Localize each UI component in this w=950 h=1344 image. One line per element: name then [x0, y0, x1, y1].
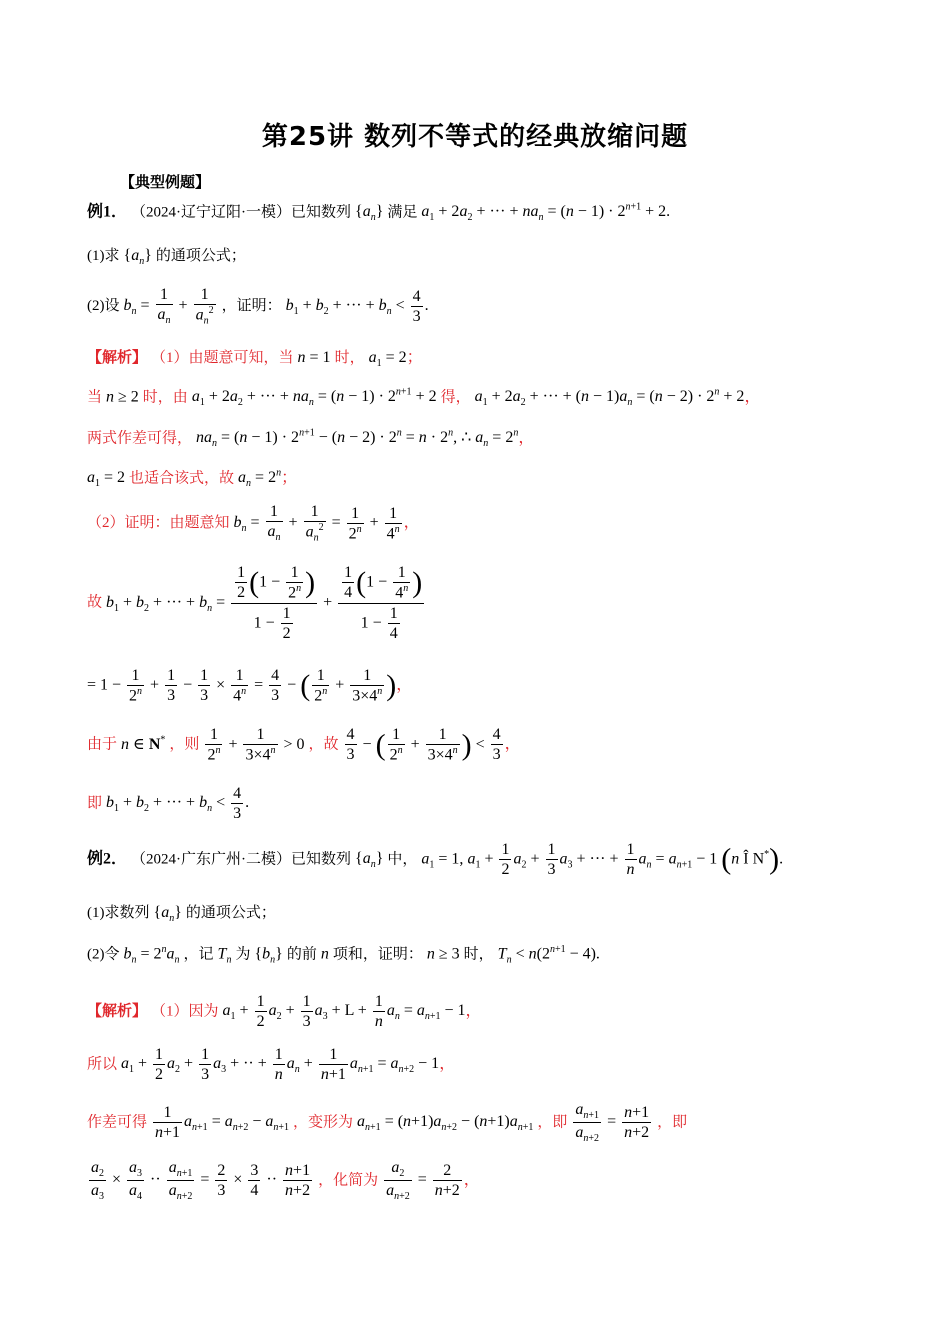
ex1-sol3: 两式作差可得， $na_n = (n - 1) \cdot 2^{n+1} - (n - 2) \cdot 2^n = n \cdot 2^n$, ∴ $a_n = 2^n$，: [87, 428, 535, 450]
ex1-sol2-c: 得，: [440, 389, 471, 406]
ex1-sol2-a: 当: [87, 389, 103, 406]
ex2-sol3-c: ，即: [537, 1114, 568, 1131]
ex2-q2-d: 的前: [286, 946, 317, 963]
ex2-sol-tag: 【解析】: [87, 1003, 148, 1020]
ex1-sol8-a: 由于: [87, 736, 118, 753]
ex1-sol4: $a_1 = 2$ 也适合该式，故 $a_n = 2^n$；: [87, 468, 298, 490]
ex1-q1: (1)求 $\{a_n\}$ 的通项公式；: [87, 247, 246, 268]
ex2-source: （2024·广东广州·二模）已知数列: [131, 851, 352, 868]
ex2-q2-c: 为: [235, 946, 251, 963]
ex2-q2-text: (2)令: [87, 946, 120, 963]
ex1-source: （2024·辽宁辽阳·一模）已知数列: [131, 204, 352, 221]
ex2-q1-tail: 的通项公式；: [185, 905, 276, 921]
ex1-sol-tag: 【解析】: [87, 350, 148, 366]
ex1-label: 例1．: [87, 203, 128, 221]
ex2-sol3-b: ，变形为: [293, 1114, 354, 1131]
ex1-sol3-text: 两式作差可得，: [87, 430, 193, 447]
ex1-sol8-b: ，则: [169, 736, 200, 753]
ex1-sol6: 故 $b_1 + b_2$ + ··· + $b_n$ = $\frac{1}{2}$ (1 − $\frac{1}{2^n}$ ) 1 − $\frac{1}{2}$ + $\frac{1}{4}$ (1 − $\frac{1}{4^n}$ ) 1 − $\frac{1}{4}$: [87, 564, 423, 642]
ex1-sol1-text: （1）由题意可知，当: [151, 350, 294, 366]
ex1-q2-mid: ，证明：: [221, 298, 282, 315]
ex1-sol1-b: 时，: [334, 350, 365, 366]
ex2-sol2-text: 所以: [87, 1056, 118, 1073]
ex1-sol2-b: 时，由: [142, 389, 188, 406]
ex2-q1-text: (1)求数列: [87, 905, 150, 921]
ex1-sol1: 【解析】 （1）由题意可知，当 n = 1 时， $a_1 = 2$；: [87, 349, 423, 370]
ex2-label: 例2．: [87, 850, 128, 868]
ex1-statement: 例1． （2024·辽宁辽阳·一模）已知数列 $\{a_n\}$ 满足 $a_1 + 2a_2$ + ··· + $na_n = (n - 1) \cdot 2^{n+1} + 2$.: [87, 202, 671, 224]
ex1-sol7: = 1 − $\frac{1}{2^n}$ + $\frac{1}{3}$ − $\frac{1}{3}$ × $\frac{1}{4^n}$ = $\frac{4}{3}$ − ( $\frac{1}{2^n}$ + $\frac{1}{3\times 4^n}$ )，: [87, 667, 413, 705]
ex2-q2: (2)令 $b_n = 2^na_n$ ，记 $T_n$ 为 $\{b_n\}$ 的前 n 项和，证明： n ≥ 3 时， $T_n < n(2^{n+1} - 4)$.: [87, 944, 600, 966]
page-title: 第25讲 数列不等式的经典放缩问题: [261, 122, 689, 152]
ex2-sol3-d: ，即: [657, 1114, 688, 1131]
ex2-sol3-text: 作差可得: [87, 1114, 148, 1131]
ex1-sol4-text: 也适合该式，故: [129, 470, 235, 487]
ex1-q2: (2)设 $b_n$ = $\frac{1}{a_n}$ + $\frac{1}{a_n^2}$ ，证明： $b_1 + b_2$ + ··· + $b_n$ < $\frac{4}{3}$ .: [87, 286, 429, 327]
ex1-cond-text: 满足: [387, 204, 418, 221]
ex2-statement: 例2． （2024·广东广州·二模）已知数列 $\{a_n\}$ 中， $a_1 = 1$, $a_1$ + $\frac{1}{2}$ $a_2$ + $\frac{1}{3}$ $a_3$ + ··· + $\frac{1}{n}$ $a_n = a_{n+1} - 1$ (n Î N*).: [87, 841, 784, 879]
ex2-q1: (1)求数列 $\{a_n\}$ 的通项公式；: [87, 904, 276, 925]
ex2-sol4-text: ，化简为: [318, 1172, 379, 1189]
ex1-q1-tail: 的通项公式；: [155, 248, 246, 264]
ex1-q1-text: (1)求: [87, 248, 120, 264]
ex1-sol9: 即 $b_1 + b_2$ + ··· + $b_n$ < $\frac{4}{3}$ .: [87, 785, 250, 823]
ex2-q2-e: 项和，证明：: [332, 946, 423, 963]
ex2-source-b: 中，: [387, 851, 418, 868]
ex1-sol9-text: 即: [87, 795, 103, 812]
ex2-sol1: 【解析】 （1）因为 $a_1$ + $\frac{1}{2}$ $a_2$ + $\frac{1}{3}$ $a_3 + L$ + $\frac{1}{n}$ $a_n = a_{n+1} - 1$，: [87, 993, 482, 1031]
ex1-sol8-c: ，故: [308, 736, 339, 753]
ex1-sol5-text: （2）证明：由题意知: [87, 515, 230, 532]
ex1-q2-text: (2)设: [87, 298, 120, 315]
ex2-sol2: 所以 $a_1$ + $\frac{1}{2}$ $a_2$ + $\frac{1}{3}$ $a_3$ + ·· + $\frac{1}{n}$ $a_n$ + $\frac{1}{n+1}$ $a_{n+1} = a_{n+2} - 1$，: [87, 1046, 456, 1084]
ex1-sol2: 当 n ≥ 2 时，由 $a_1 + 2a_2$ + ··· + $na_n = (n - 1) \cdot 2^{n+1} + 2$ 得， $a_1 + 2a_2$ + ··· + $(n - 1)a_n = (n - 2) \cdot 2^n + 2$，: [87, 387, 761, 409]
ex1-sol5: （2）证明：由题意知 $b_n$ = $\frac{1}{a_n}$ + $\frac{1}{a_n^2}$ = $\frac{1}{2^n}$ + $\frac{1}{4^n}$ ，: [87, 503, 420, 544]
ex1-sol6-text: 故: [87, 594, 103, 611]
ex2-sol1-text: （1）因为: [151, 1003, 219, 1020]
ex2-sol3: 作差可得 $\frac{1}{n+1}$ $a_{n+1} = a_{n+2} - a_{n+1}$ ，变形为 $a_{n+1} = (n+1)a_{n+2} - (n+1)a_{n+1}$ ，即 $\frac{a_{n+1}}{a_{n+2}}$ = $\frac{n+1}{n+2}$ ，即: [87, 1101, 688, 1145]
ex2-sol4: $\frac{a_2}{a_3}$ × $\frac{a_3}{a_4}$ ·· $\frac{a_{n+1}}{a_{n+2}}$ = $\frac{2}{3}$ × $\frac{3}{4}$ ·· $\frac{n+1}{n+2}$ ，化简为 $\frac{a_2}{a_{n+2}}$ = $\frac{2}{n+2}$ ，: [91, 1159, 480, 1203]
section-header: 【典型例题】: [120, 173, 211, 191]
ex2-q2-f: 时，: [463, 946, 494, 963]
ex1-sol8: 由于 n ∈ N* ，则 $\frac{1}{2^n}$ + $\frac{1}{3\times 4^n}$ > 0 ，故 $\frac{4}{3}$ − ( $\frac{1}{2^n}$ + $\frac{1}{3\times 4^n}$ ) < $\frac{4}{3}$ ，: [87, 726, 521, 764]
ex2-q2-b: ，记: [183, 946, 214, 963]
